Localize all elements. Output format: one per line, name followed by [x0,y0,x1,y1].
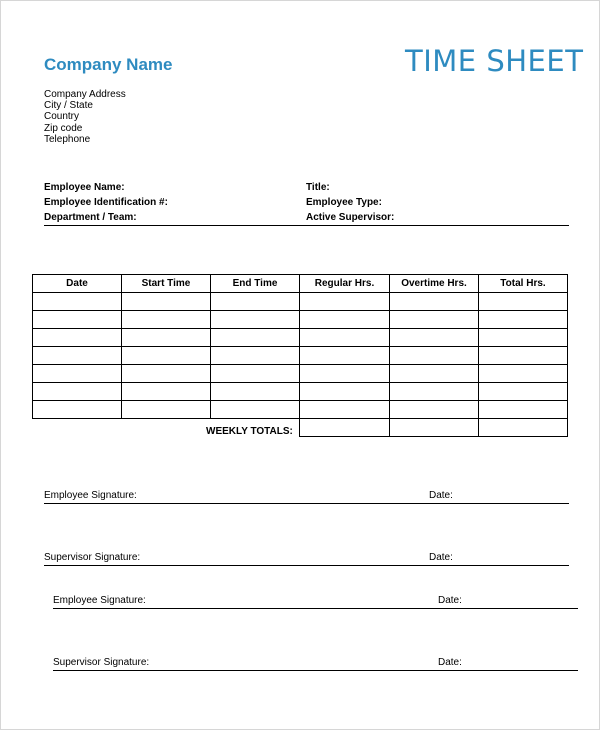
employee-date-label-2: Date: [438,595,462,606]
table-cell[interactable] [211,311,300,329]
col-header-end-time: End Time [211,275,300,293]
table-cell[interactable] [122,383,211,401]
table-cell[interactable] [211,347,300,365]
table-cell[interactable] [33,347,122,365]
employee-signature-label: Employee Signature: [44,490,137,501]
table-cell[interactable] [390,293,479,311]
table-cell[interactable] [390,347,479,365]
city-state-line: City / State [44,100,93,112]
employee-signature-label-2: Employee Signature: [53,595,146,606]
col-header-start-time: Start Time [122,275,211,293]
table-cell[interactable] [33,383,122,401]
table-cell[interactable] [211,401,300,419]
table-cell[interactable] [122,311,211,329]
timesheet-table [32,274,568,437]
table-cell[interactable] [122,347,211,365]
employee-signature-line[interactable] [44,503,569,504]
table-cell[interactable] [300,293,390,311]
company-name: Company Name [44,55,173,74]
zip-line: Zip code [44,122,83,134]
table-cell[interactable] [122,293,211,311]
employee-date-label: Date: [429,490,453,501]
table-cell[interactable] [33,329,122,347]
address-line: Company Address [44,89,126,100]
table-cell[interactable] [33,401,122,419]
table-cell[interactable] [211,365,300,383]
weekly-total-hours[interactable] [479,419,568,437]
supervisor-signature-line[interactable] [44,565,569,566]
table-cell[interactable] [390,365,479,383]
country-line: Country [44,111,80,123]
table-cell[interactable] [300,347,390,365]
document-title: TIME SHEET [405,44,584,78]
table-row [33,293,568,311]
employee-signature-line-2[interactable] [53,608,578,609]
table-cell[interactable] [300,383,390,401]
supervisor-signature-label-2: Supervisor Signature: [53,657,150,668]
table-cell[interactable] [211,329,300,347]
table-header-row [33,275,568,293]
table-cell[interactable] [479,383,568,401]
table-cell[interactable] [479,347,568,365]
employee-name-label: Employee Name: [44,182,125,193]
col-header-overtime-hrs: Overtime Hrs. [390,275,479,293]
table-cell[interactable] [211,383,300,401]
table-cell[interactable] [33,293,122,311]
employee-type-label: Employee Type: [306,197,382,208]
empty-cell [33,419,122,437]
table-cell[interactable] [33,311,122,329]
col-header-date: Date [33,275,122,293]
weekly-total-regular[interactable] [300,419,390,437]
table-cell[interactable] [300,401,390,419]
weekly-total-overtime[interactable] [390,419,479,437]
table-cell[interactable] [390,329,479,347]
supervisor-signature-label: Supervisor Signature: [44,552,141,563]
table-cell[interactable] [479,311,568,329]
table-cell[interactable] [300,329,390,347]
table-cell[interactable] [122,365,211,383]
table-row [33,329,568,347]
table-cell[interactable] [479,401,568,419]
active-supervisor-label: Active Supervisor: [306,212,395,223]
table-cell[interactable] [122,401,211,419]
supervisor-date-label: Date: [429,552,453,563]
telephone-line: Telephone [44,133,91,145]
table-row [33,347,568,365]
table-row [33,383,568,401]
department-label: Department / Team: [44,212,137,223]
table-cell[interactable] [300,311,390,329]
table-cell[interactable] [33,365,122,383]
table-row [33,365,568,383]
col-header-total-hrs: Total Hrs. [479,275,568,293]
table-cell[interactable] [479,365,568,383]
weekly-totals-text: WEEKLY TOTALS: [206,426,293,437]
col-header-regular-hrs: Regular Hrs. [300,275,390,293]
table-cell[interactable] [211,293,300,311]
table-cell[interactable] [390,311,479,329]
supervisor-date-label-2: Date: [438,657,462,668]
table-cell[interactable] [300,365,390,383]
table-row [33,311,568,329]
table-cell[interactable] [390,383,479,401]
company-address-block [44,89,126,145]
info-divider [44,225,569,226]
weekly-totals-row [33,419,568,437]
table-cell[interactable] [390,401,479,419]
supervisor-signature-line-2[interactable] [53,670,578,671]
table-row [33,401,568,419]
table-cell[interactable] [479,293,568,311]
employee-id-label: Employee Identification #: [44,197,168,208]
table-cell[interactable] [122,329,211,347]
title-label: Title: [306,182,330,193]
table-cell[interactable] [479,329,568,347]
empty-cell [122,419,211,437]
